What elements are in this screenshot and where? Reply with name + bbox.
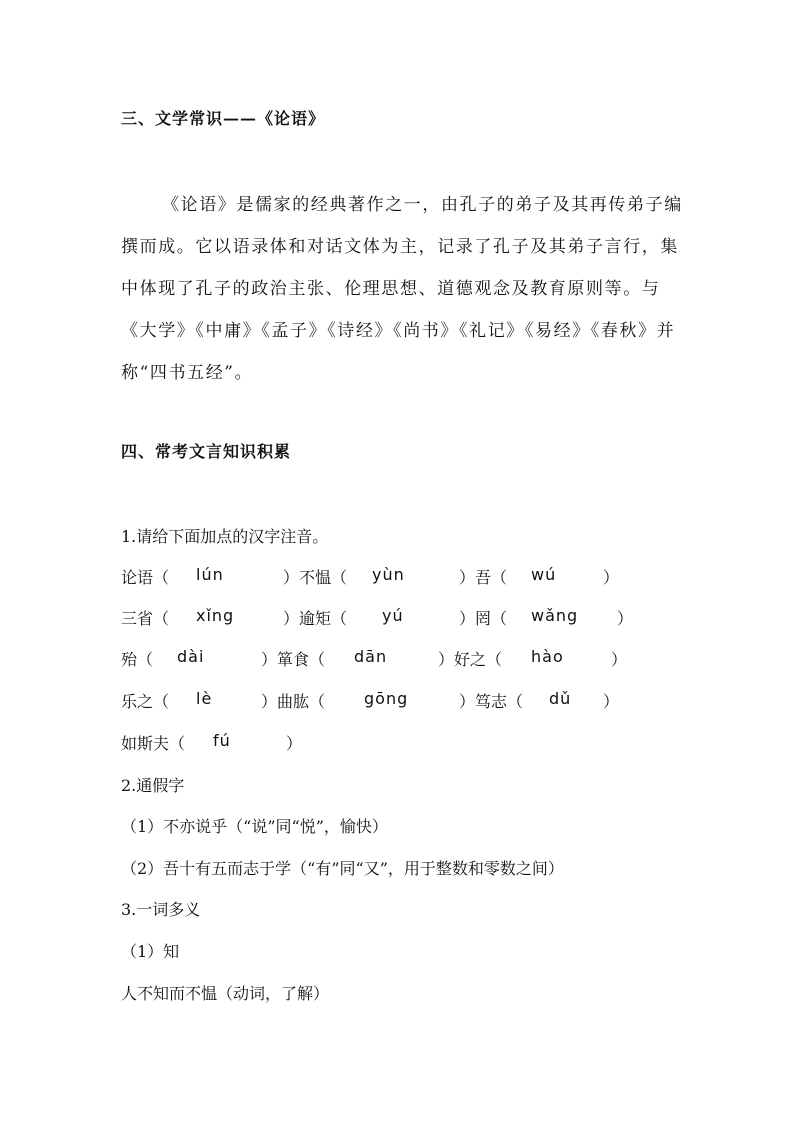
- question-2-title: 2.通假字: [121, 776, 185, 795]
- paragraph-line: 《论语》是儒家的经典著作之一，由孔子的弟子及其再传弟子编: [162, 195, 683, 215]
- yici-item: 人不知而不愠（动词，了解）: [121, 984, 330, 1003]
- pinyin-answer: yú: [382, 606, 404, 625]
- section-4-heading: 四、常考文言知识积累: [121, 442, 292, 461]
- pinyin-answer: dǔ: [549, 689, 572, 708]
- question-1-title: 1.请给下面加点的汉字注音。: [121, 527, 329, 546]
- pronunciation-word: ）箪食（: [261, 650, 326, 669]
- pronunciation-word: ）罔（: [459, 609, 508, 628]
- paragraph-line: 中体现了孔子的政治主张、伦理思想、道德观念及教育原则等。与: [121, 279, 661, 299]
- pronunciation-word: ）: [603, 568, 620, 587]
- tongjia-item: （1）不亦说乎（“说”同“悦”，愉快）: [121, 817, 388, 836]
- pronunciation-word: 如斯夫（: [121, 734, 186, 753]
- tongjia-item: （2）吾十有五而志于学（“有”同“又”，用于整数和零数之间）: [121, 859, 564, 878]
- pronunciation-word: ）不愠（: [283, 568, 348, 587]
- question-3-title: 3.一词多义: [121, 900, 201, 919]
- pinyin-answer: xǐng: [196, 606, 235, 625]
- pinyin-answer: dān: [354, 647, 388, 666]
- pronunciation-word: ）笃志（: [459, 692, 524, 711]
- pinyin-answer: lún: [196, 565, 224, 584]
- pinyin-answer: wú: [531, 565, 557, 584]
- pronunciation-word: ）曲肱（: [261, 692, 326, 711]
- yici-item: （1）知: [121, 942, 180, 961]
- pinyin-answer: wǎng: [531, 606, 579, 625]
- pinyin-answer: lè: [196, 689, 213, 708]
- paragraph-line: 《大学》《中庸》《孟子》《诗经》《尚书》《礼记》《易经》《春秋》并: [121, 321, 676, 341]
- pinyin-answer: fú: [213, 731, 231, 750]
- pinyin-answer: gōng: [364, 689, 409, 708]
- section-3-heading: 三、文学常识——《论语》: [121, 109, 326, 128]
- pronunciation-word: ）吾（: [459, 568, 508, 587]
- pronunciation-word: 乐之（: [121, 692, 170, 711]
- pinyin-answer: dài: [177, 647, 205, 666]
- pronunciation-word: ）: [617, 609, 634, 628]
- pronunciation-word: ）好之（: [438, 650, 503, 669]
- paragraph-line: 称“四书五经”。: [121, 363, 254, 383]
- pronunciation-word: ）: [611, 650, 628, 669]
- pronunciation-word: ）: [286, 734, 303, 753]
- pinyin-answer: hào: [531, 647, 564, 666]
- paragraph-line: 撰而成。它以语录体和对话文体为主，记录了孔子及其弟子言行，集: [121, 237, 679, 257]
- pronunciation-word: ）: [603, 692, 620, 711]
- pinyin-answer: yùn: [372, 565, 405, 584]
- pronunciation-word: ）逾矩（: [283, 609, 348, 628]
- pronunciation-word: 殆（: [121, 650, 154, 669]
- pronunciation-word: 三省（: [121, 609, 170, 628]
- pronunciation-word: 论语（: [121, 568, 170, 587]
